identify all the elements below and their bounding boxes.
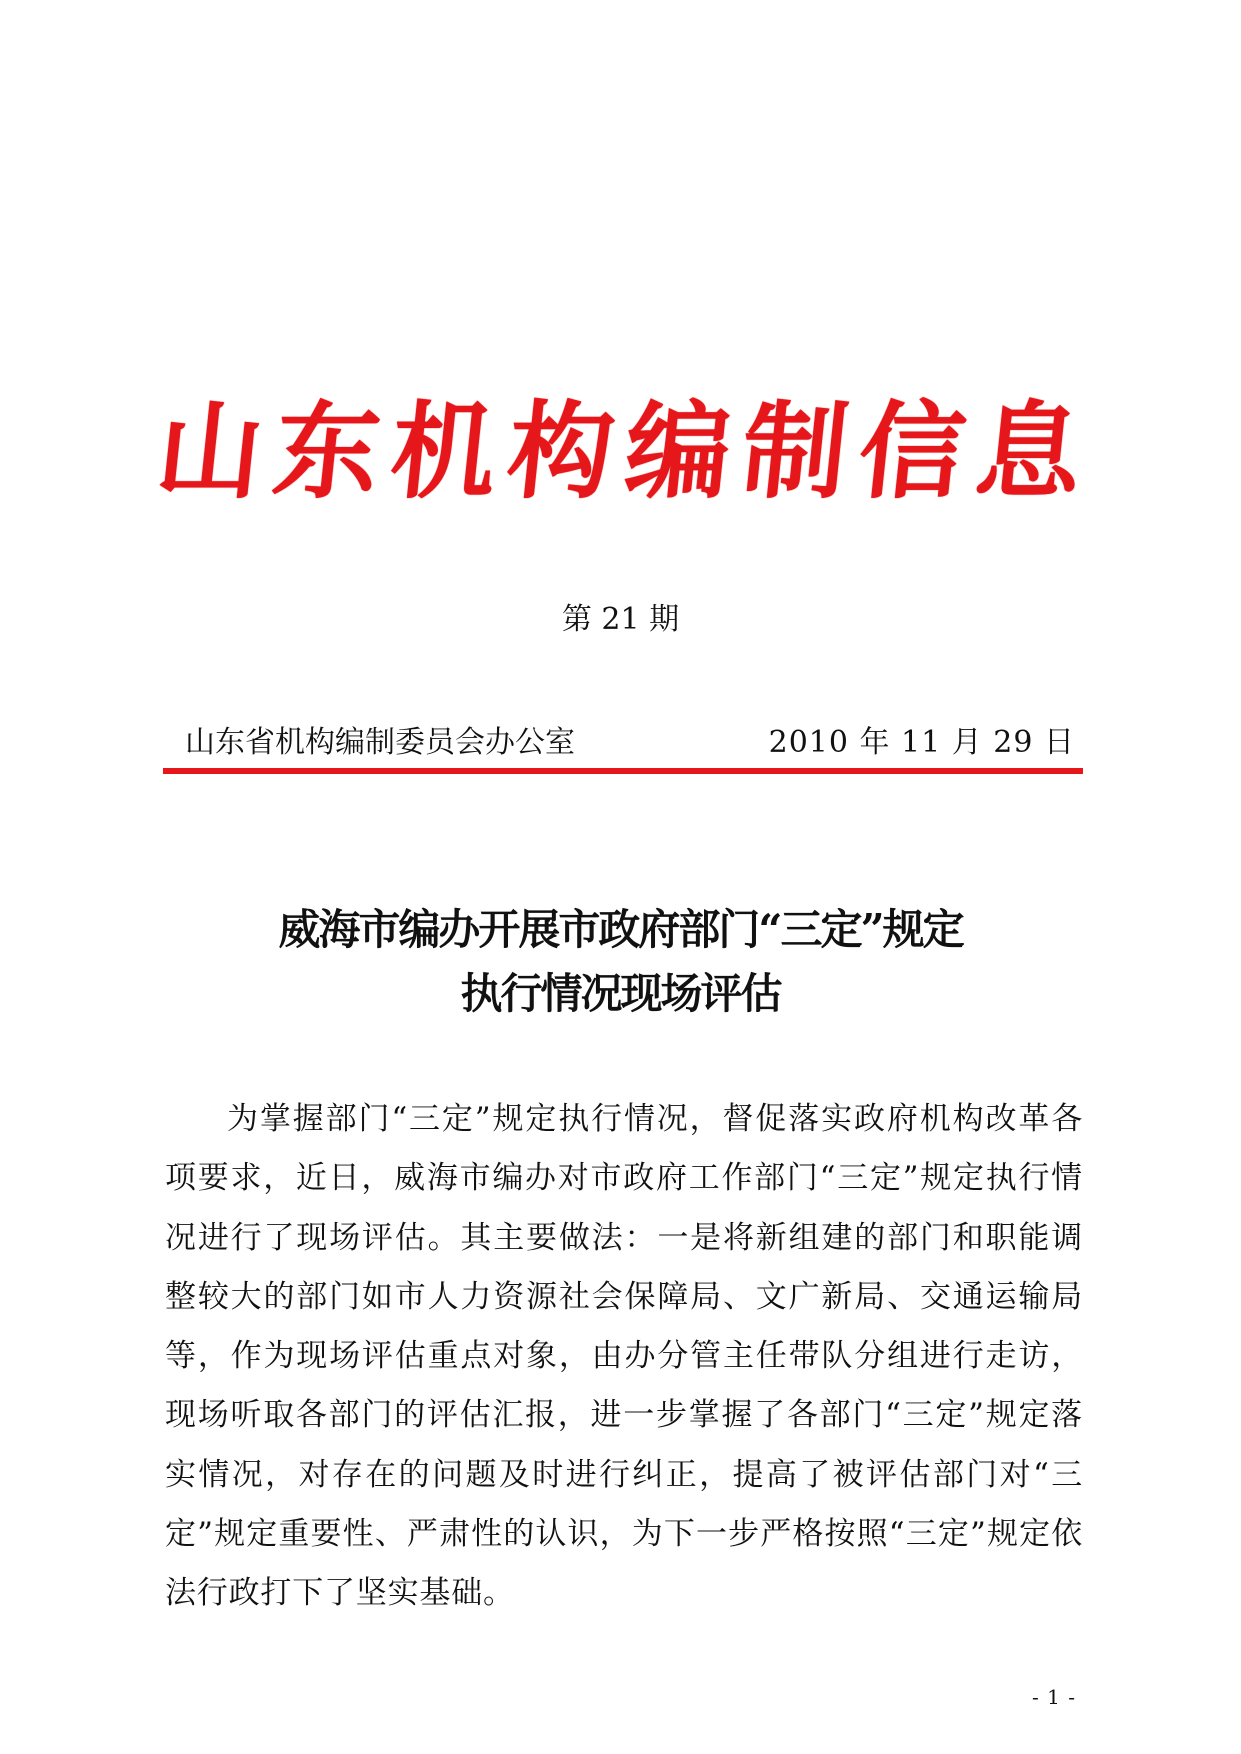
article-body-paragraph: 为掌握部门“三定”规定执行情况，督促落实政府机构改革各项要求，近日，威海市编办对市政府工作部门“三定”规定执行情况进行了现场评估。其主要做法：一是将新组建的部门和职能调整较大的部门如市人力资源社会保障局、文广新局、交通运输局等，作为现场评估重点对象，由办分管主任带队分组进行走访，现场听取各部门的评估汇报，进一步掌握了各部门“三定”规定落实情况，对存在的问题及时进行纠正，提高了被评估部门对“三定”规定重要性、严肃性的认识，为下一步严格按照“三定”规定依法行政打下了坚实基础。 [165, 1101, 1083, 1612]
masthead-char: 编 [619, 388, 738, 513]
masthead-char: 东 [268, 388, 387, 513]
masthead-char: 机 [385, 388, 504, 513]
masthead-char: 山 [151, 388, 270, 513]
article-title [0, 898, 1241, 1026]
header-meta-row [163, 723, 1083, 763]
article-title-line-2: 执行情况现场评估 [460, 969, 781, 1018]
masthead-char: 制 [736, 388, 855, 513]
issuing-office: 山东省机构编制委员会办公室 [185, 725, 575, 760]
issue-number: 第 21 期 [561, 602, 680, 637]
masthead-char: 息 [970, 388, 1089, 513]
page-number: - 1 - [1032, 1685, 1076, 1709]
masthead-char: 信 [853, 388, 972, 513]
issue-date: 2010 年 11 月 29 日 [768, 725, 1075, 760]
masthead-title [0, 358, 1241, 528]
red-divider-rule [163, 768, 1083, 774]
masthead-char: 构 [502, 388, 621, 513]
article-title-line-1: 威海市编办开展市政府部门“三定”规定 [278, 905, 963, 954]
